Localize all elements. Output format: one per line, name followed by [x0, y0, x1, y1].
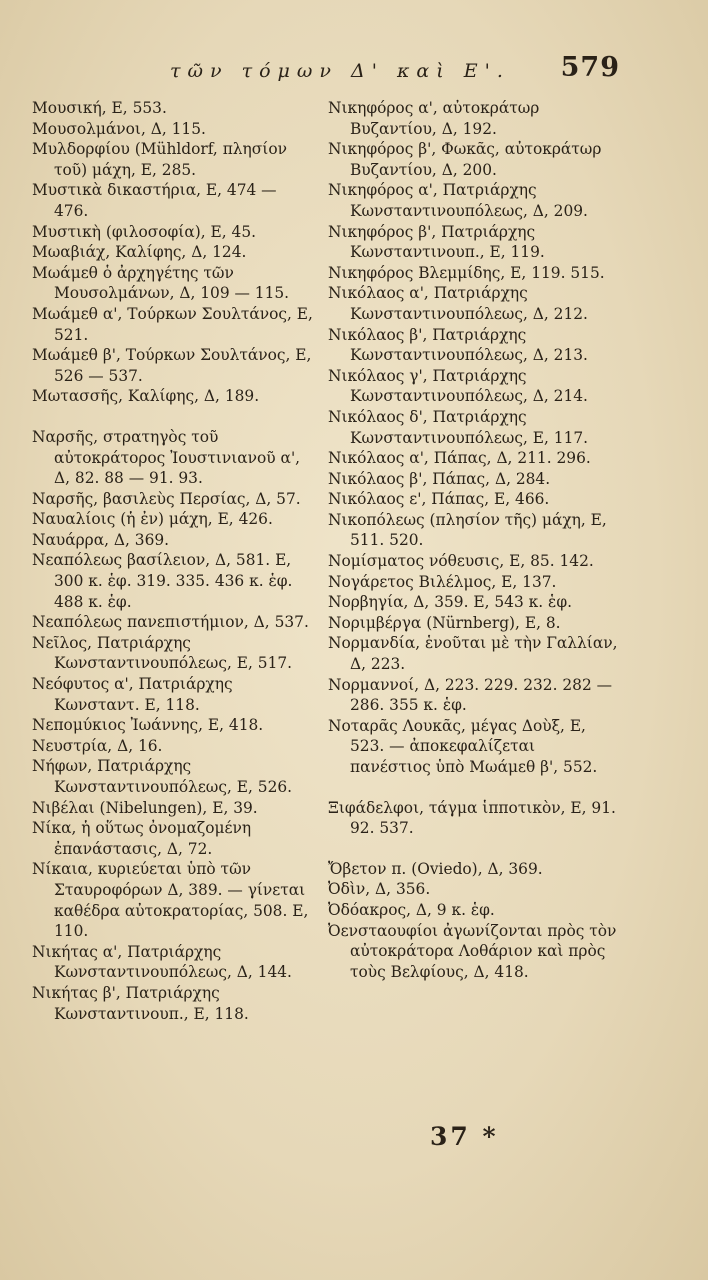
- index-entry: Νεαπόλεως βασίλειον, Δ, 581. Ε, 300 κ. ἑφ. 319. 335. 436 κ. ἑφ. 488 κ. ἑφ.: [32, 551, 298, 611]
- index-entry: Μωάμεθ ὁ ἀρχηγέτης τῶν Μουσολμάνων, Δ, 109 — 115.: [32, 263, 290, 303]
- index-column-right: [328, 98, 623, 982]
- section-gap: [328, 839, 620, 859]
- index-entry: Ὀδόακρος, Δ, 9 κ. ἑφ.: [328, 900, 495, 919]
- index-entry: Νικοπόλεως (πλησίον τῆς) μάχη, Ε, 511. 520.: [328, 510, 612, 550]
- index-entry: Ξιφάδελφοι, τάγμα ἱπποτικὸν, Ε, 91. 92. 537.: [328, 798, 621, 838]
- index-entry: Ναρσῆς, βασιλεὺς Περσίας, Δ, 57.: [32, 489, 301, 508]
- index-entry: Νικόλαος α', Πάπας, Δ, 211. 296.: [328, 449, 591, 468]
- index-entry: Μουσική, Ε, 553.: [32, 99, 167, 117]
- index-entry: Νικηφόρος β', Πατριάρχης Κωνσταντινουπ., Ε, 119.: [328, 222, 545, 262]
- index-entry: Ναρσῆς, στρατηγὸς τοῦ αὐτοκράτορος Ἰουστινιανοῦ α', Δ, 82. 88 — 91. 93.: [32, 427, 305, 488]
- index-entry: Νευστρία, Δ, 16.: [32, 736, 163, 755]
- index-entry: Νοριμβέργα (Nürnberg), Ε, 8.: [328, 613, 561, 632]
- index-entry: Νικηφόρος α', αὐτοκράτωρ Βυζαντίου, Δ, 192.: [328, 99, 545, 138]
- index-entry: Νικηφόρος β', Φωκᾶς, αὐτοκράτωρ Βυζαντίου, Δ, 200.: [328, 140, 607, 179]
- index-entry: Νικόλαος β', Πάπας, Δ, 284.: [328, 469, 551, 488]
- section-gap: [328, 778, 620, 798]
- index-entry: Νιβέλαι (Nibelungen), Ε, 39.: [32, 798, 258, 817]
- index-entry: Μουσολμάνοι, Δ, 115.: [32, 119, 206, 138]
- index-entry: Μωάμεθ β', Τούρκων Σουλτάνος, Ε, 526 — 537.: [32, 346, 317, 385]
- page-number: 579: [560, 52, 620, 83]
- index-entry: Νικόλαος α', Πατριάρχης Κωνσταντινουπόλεως, Δ, 212.: [328, 284, 588, 323]
- index-entry: Νογάρετος Βιλέλμος, Ε, 137.: [328, 572, 557, 591]
- index-entry: Νικόλαος ε', Πάπας, Ε, 466.: [328, 490, 550, 509]
- index-entry: Νορμαννοί, Δ, 223. 229. 232. 282 — 286. 355 κ. ἑφ.: [328, 675, 617, 715]
- index-entry: Νορμανδία, ἑνοῦται μὲ τὴν Γαλλίαν, Δ, 223.: [328, 634, 623, 674]
- page-header: [0, 52, 708, 92]
- index-entry: Νίκα, ἡ οὕτως ὀνομαζομένη ἐπανάστασις, Δ, 72.: [32, 819, 256, 858]
- index-entry: Νομίσματος νόθευσις, Ε, 85. 142.: [328, 552, 594, 571]
- index-entry: Νικήτας β', Πατριάρχης Κωνσταντινουπ., Ε, 118.: [32, 983, 249, 1023]
- index-entry: Μωαβιάχ, Καλίφης, Δ, 124.: [32, 243, 247, 262]
- index-entry: Νικόλαος δ', Πατριάρχης Κωνσταντινουπόλεως, Ε, 117.: [328, 407, 589, 447]
- index-entry: Νικήτας α', Πατριάρχης Κωνσταντινουπόλεως, Δ, 144.: [32, 942, 292, 982]
- index-entry: Νοταρᾶς Λουκᾶς, μέγας Δοὺξ, Ε, 523. — ἀποκεφαλίζεται πανέστιος ὑπὸ Μωάμεθ β', 552.: [328, 716, 598, 776]
- index-entry: Νορβηγία, Δ, 359. Ε, 543 κ. ἑφ.: [328, 593, 572, 612]
- index-entry: Ναυάρρα, Δ, 369.: [32, 530, 170, 549]
- index-entry: Νίκαια, κυριεύεται ὑπὸ τῶν Σταυροφόρων Δ, 389. — γίνεται καθέδρα αὐτοκρατορίας, 508. Ε, 110.: [32, 860, 314, 941]
- index-entry: Νήφων, Πατριάρχης Κωνσταντινουπόλεως, Ε, 526.: [32, 757, 293, 796]
- index-entry: Νικηφόρος α', Πατριάρχης Κωνσταντινουπόλεως, Δ, 209.: [328, 181, 588, 220]
- index-entry: Νεόφυτος α', Πατριάρχης Κωνσταντ. Ε, 118.: [32, 675, 238, 714]
- index-entry: Ὀδὶν, Δ, 356.: [328, 880, 431, 899]
- section-gap: [32, 407, 314, 427]
- index-entry: Μωάμεθ α', Τούρκων Σουλτάνος, Ε, 521.: [32, 304, 318, 344]
- index-entry: Ὄβετον π. (Oviedo), Δ, 369.: [328, 859, 543, 878]
- index-entry: Νεαπόλεως πανεπιστήμιον, Δ, 537.: [32, 613, 309, 632]
- index-entry: Νικηφόρος Βλεμμίδης, Ε, 119. 515.: [328, 263, 605, 282]
- index-entry: Ὀενσταουφίοι ἀγωνίζονται πρὸς τὸν αὐτοκράτορα Λοθάριον καὶ πρὸς τοὺς Βελφίους, Δ, 418.: [328, 921, 622, 981]
- index-entry: Νεῖλος, Πατριάρχης Κωνσταντινουπόλεως, Ε, 517.: [32, 633, 293, 673]
- index-entry: Μωτασσῆς, Καλίφης, Δ, 189.: [32, 387, 260, 406]
- signature-mark: 37 *: [430, 1122, 499, 1151]
- index-entry: Μυλδορφίου (Mühldorf, πλησίον τοῦ) μάχη, Ε, 285.: [32, 140, 292, 179]
- running-head: τῶν τόμων Δ' καὶ Ε'.: [170, 60, 510, 82]
- index-entry: Νεπομύκιος Ἰωάννης, Ε, 418.: [32, 716, 264, 735]
- index-entry: Μυστικὴ (φιλοσοφία), Ε, 45.: [32, 222, 256, 241]
- index-entry: Νικόλαος β', Πατριάρχης Κωνσταντινουπόλεως, Δ, 213.: [328, 325, 588, 365]
- index-column-left: [32, 98, 318, 1024]
- index-entry: Μυστικὰ δικαστήρια, Ε, 474 — 476.: [32, 181, 282, 220]
- index-entry: Ναυαλίοις (ἡ ἐν) μάχη, Ε, 426.: [32, 510, 273, 529]
- index-entry: Νικόλαος γ', Πατριάρχης Κωνσταντινουπόλεως, Δ, 214.: [328, 366, 588, 406]
